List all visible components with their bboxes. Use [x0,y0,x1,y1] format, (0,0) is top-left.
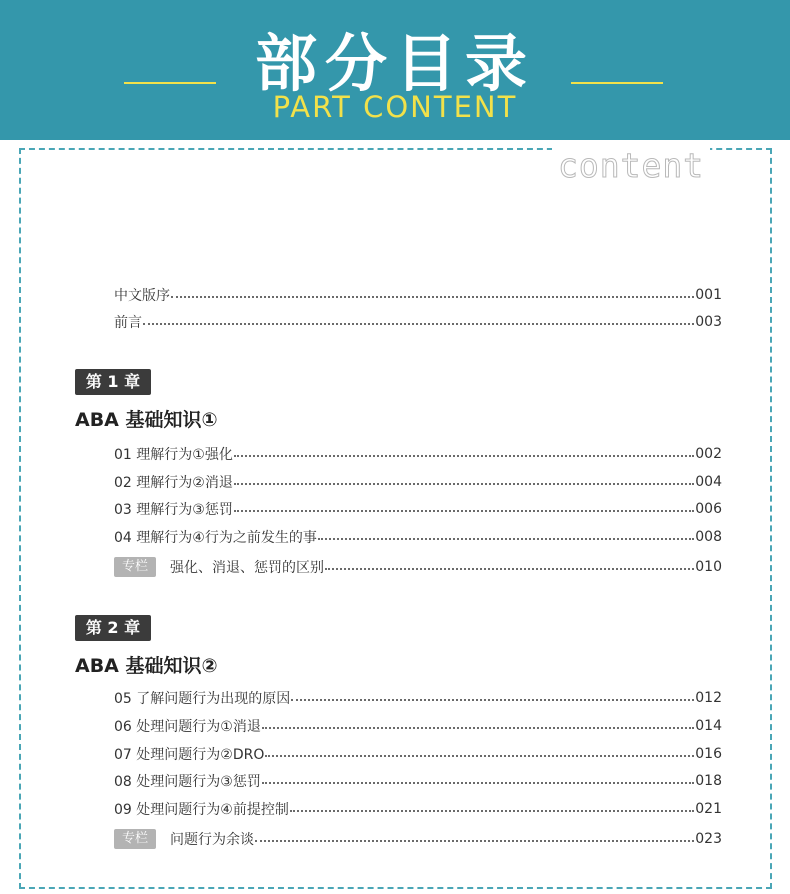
chapter-2-title: ABA 基础知识② [75,655,218,677]
toc-entry[interactable] [114,687,722,709]
toc-entry[interactable] [114,743,722,765]
toc-entry-page: 004 [695,474,722,490]
page-title: 部分目录 [254,27,535,100]
chapter-2-badge: 第 2 章 [75,615,151,641]
toc-entry-label: 强化、消退、惩罚的区别 [170,560,325,576]
toc-entry-label: 问题行为余谈 [170,832,255,848]
toc-entry-page: 014 [695,718,722,734]
toc-entry-label: 03 理解行为③惩罚 [114,502,233,518]
toc-entry[interactable] [114,498,722,520]
leader-dots [171,296,694,298]
leader-dots [265,755,694,757]
toc-entry-page: 016 [695,746,722,762]
toc-entry-page: 008 [695,529,722,545]
decorative-line-right [571,82,663,84]
leader-dots [290,810,694,812]
toc-entry[interactable] [114,798,722,820]
toc-entry-page: 002 [695,446,722,462]
toc-entry-page: 003 [695,314,722,330]
chapter-1-title: ABA 基础知识① [75,409,218,431]
column-tag: 专栏 [114,557,156,577]
toc-entry-label: 06 处理问题行为①消退 [114,719,261,735]
leader-dots [318,538,694,540]
leader-dots [325,568,694,570]
toc-entry[interactable] [114,471,722,493]
toc-entry-page: 023 [695,831,722,847]
toc-entry[interactable] [114,443,722,465]
leader-dots [234,483,694,485]
toc-entry-label: 07 处理问题行为②DRO [114,747,265,763]
toc-entry-preface-cn[interactable] [114,284,722,306]
toc-entry-label: 09 处理问题行为④前提控制 [114,802,289,818]
toc-entry-page: 012 [695,690,722,706]
leader-dots [262,727,694,729]
leader-dots [234,510,694,512]
toc-entry-label: 01 理解行为①强化 [114,447,233,463]
leader-dots [143,323,694,325]
page-subtitle: PART CONTENT [272,90,518,124]
toc-column-entry[interactable] [114,828,722,850]
content-watermark: content [552,146,710,186]
chapter-1-badge: 第 1 章 [75,369,151,395]
toc-entry-foreword[interactable] [114,311,722,333]
leader-dots [234,455,694,457]
toc-entry-page: 010 [695,559,722,575]
toc-entry-label: 前言 [114,315,142,331]
toc-entry-page: 018 [695,773,722,789]
header-banner [0,0,790,140]
toc-column-entry[interactable] [114,556,722,578]
toc-entry-label: 02 理解行为②消退 [114,475,233,491]
decorative-line-left [124,82,216,84]
toc-entry-label: 04 理解行为④行为之前发生的事 [114,530,317,546]
leader-dots [291,699,694,701]
toc-entry-page: 006 [695,501,722,517]
column-tag: 专栏 [114,829,156,849]
toc-entry[interactable] [114,526,722,548]
toc-entry-page: 001 [695,287,722,303]
toc-entry-label: 中文版序 [114,288,170,304]
leader-dots [262,782,694,784]
toc-entry-label: 08 处理问题行为③惩罚 [114,774,261,790]
toc-entry[interactable] [114,770,722,792]
toc-entry-page: 021 [695,801,722,817]
toc-entry[interactable] [114,715,722,737]
toc-entry-label: 05 了解问题行为出现的原因 [114,691,291,707]
leader-dots [255,840,694,842]
